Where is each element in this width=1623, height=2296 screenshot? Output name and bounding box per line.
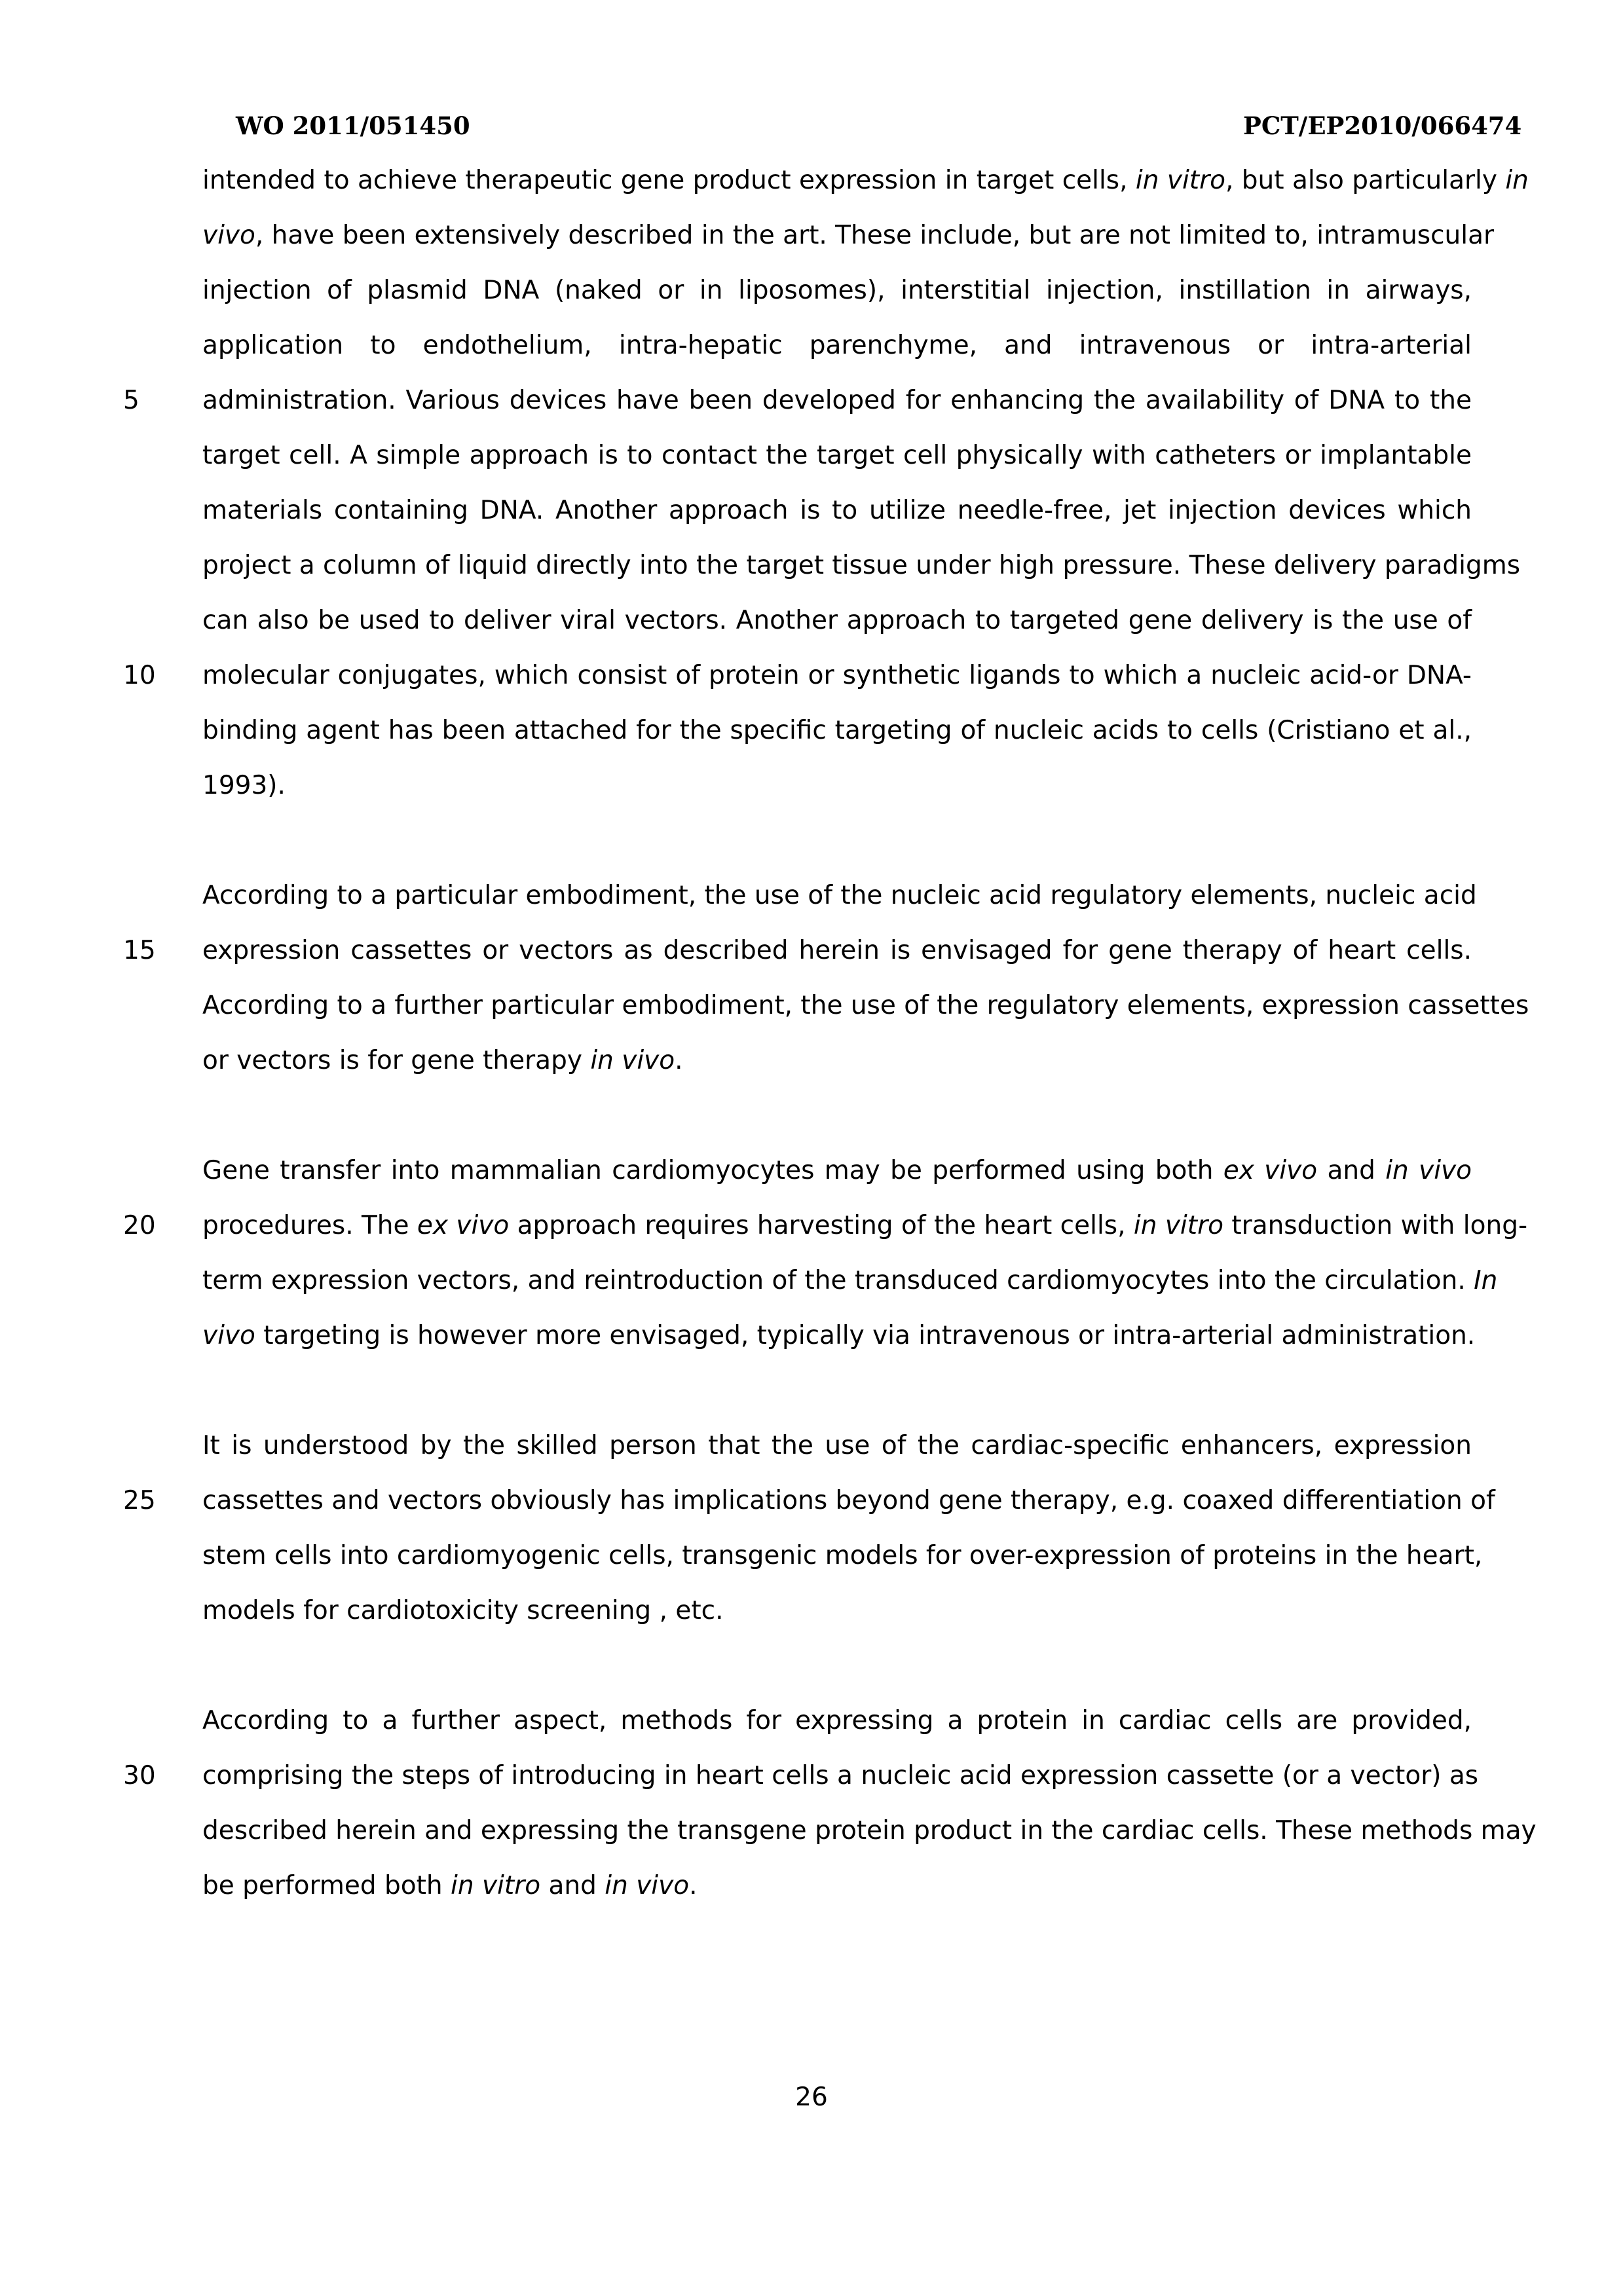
text-run: and [540, 1871, 605, 1900]
text-line [202, 660, 1472, 692]
text-line [202, 495, 1472, 527]
text-line [202, 990, 1529, 1022]
text-line [202, 330, 1472, 361]
text-line [202, 1265, 1498, 1297]
text-line [202, 1320, 1476, 1352]
text-run: intended to achieve therapeutic gene product expression in target cells, [202, 166, 1136, 195]
text-line [202, 275, 1472, 306]
text-run: or vectors is for gene therapy [202, 1046, 591, 1075]
text-run: molecular conjugates, which consist of protein or synthetic ligands to which a nucleic acid-or DNA- [202, 661, 1472, 690]
italic-term: in vitro [1135, 166, 1225, 195]
line-number: 30 [123, 1761, 156, 1790]
text-run: administration. Various devices have been developed for enhancing the availability of DNA to the [202, 386, 1472, 415]
text-line [202, 715, 1472, 747]
italic-term: in vitro [1133, 1211, 1223, 1240]
italic-term: in vivo [605, 1871, 690, 1900]
text-run: , have been extensively described in the art. These include, but are not limited to, intramuscular [255, 221, 1495, 250]
italic-term: in [1505, 166, 1529, 195]
text-line [202, 935, 1472, 967]
text-line [202, 1155, 1472, 1187]
line-number: 10 [123, 661, 156, 690]
line-number: 5 [123, 386, 140, 415]
text-run: target cell. A simple approach is to contact the target cell physically with catheters or implantable [202, 441, 1472, 470]
text-line [202, 440, 1472, 472]
text-run: . [675, 1046, 683, 1075]
text-run: injection of plasmid DNA (naked or in liposomes), interstitial injection, instillation in airways, [202, 276, 1472, 305]
italic-term: vivo [202, 221, 255, 250]
text-run: be performed both [202, 1871, 451, 1900]
text-run: According to a further aspect, methods for expressing a protein in cardiac cells are provided, [202, 1706, 1472, 1735]
text-run: Gene transfer into mammalian cardiomyocytes may be performed using both [202, 1156, 1223, 1185]
text-run: cassettes and vectors obviously has implications beyond gene therapy, e.g. coaxed differentiation of [202, 1486, 1495, 1515]
text-run: According to a particular embodiment, the use of the nucleic acid regulatory elements, nucleic acid [202, 881, 1477, 910]
text-line [202, 1430, 1472, 1462]
text-run: materials containing DNA. Another approach is to utilize needle-free, jet injection devices which [202, 496, 1472, 525]
text-run: binding agent has been attached for the specific targeting of nucleic acids to cells (Cristiano et al., [202, 716, 1472, 745]
italic-term: ex vivo [1223, 1156, 1318, 1185]
italic-term: ex vivo [417, 1211, 510, 1240]
text-run: 1993). [202, 771, 286, 800]
line-number: 25 [123, 1486, 156, 1515]
text-run: project a column of liquid directly into the target tissue under high pressure. These delivery paradigms [202, 551, 1521, 580]
italic-term: in vivo [590, 1046, 675, 1075]
text-run: models for cardiotoxicity screening , etc. [202, 1596, 724, 1625]
text-run: It is understood by the skilled person that the use of the cardiac-specific enhancers, expression [202, 1431, 1472, 1460]
text-run: term expression vectors, and reintroduction of the transduced cardiomyocytes into the circulation. [202, 1266, 1474, 1295]
text-line [202, 1815, 1537, 1847]
text-run: can also be used to deliver viral vectors. Another approach to targeted gene delivery is the use of [202, 606, 1472, 635]
text-line [202, 1540, 1483, 1572]
text-run: procedures. The [202, 1211, 417, 1240]
text-run: According to a further particular embodiment, the use of the regulatory elements, expression cassettes [202, 991, 1529, 1020]
text-line [202, 880, 1477, 912]
text-line [202, 1595, 1472, 1627]
text-line [202, 550, 1521, 582]
text-run: approach requires harvesting of the heart cells, [509, 1211, 1134, 1240]
text-line [202, 1705, 1472, 1737]
italic-term: vivo [202, 1321, 255, 1350]
text-line [202, 770, 1472, 802]
line-number: 15 [123, 936, 156, 965]
text-run: application to endothelium, intra-hepatic parenchyme, and intravenous or intra-arterial [202, 331, 1472, 360]
text-run: and [1317, 1156, 1386, 1185]
italic-term: in vitro [451, 1871, 541, 1900]
text-line [202, 1760, 1479, 1792]
text-run: described herein and expressing the transgene protein product in the cardiac cells. These methods may [202, 1816, 1537, 1845]
text-run: . [689, 1871, 698, 1900]
text-line [202, 165, 1529, 196]
italic-term: in vivo [1385, 1156, 1472, 1185]
text-run: expression cassettes or vectors as described herein is envisaged for gene therapy of heart cells. [202, 936, 1472, 965]
text-line [202, 385, 1472, 417]
text-run: targeting is however more envisaged, typically via intravenous or intra-arterial administration. [255, 1321, 1476, 1350]
text-line [202, 1870, 1472, 1902]
text-line [202, 605, 1472, 637]
italic-term: In [1474, 1266, 1498, 1295]
text-run: , but also particularly [1225, 166, 1506, 195]
text-run: comprising the steps of introducing in heart cells a nucleic acid expression cassette (or a vector) as [202, 1761, 1479, 1790]
text-run: transduction with long- [1223, 1211, 1528, 1240]
text-run: stem cells into cardiomyogenic cells, transgenic models for over-expression of proteins in the heart, [202, 1541, 1483, 1570]
line-number: 20 [123, 1211, 156, 1240]
publication-number: WO 2011/051450 [236, 111, 470, 140]
text-line [202, 1210, 1528, 1242]
text-line [202, 220, 1495, 251]
page-number: 26 [795, 2083, 828, 2112]
text-line [202, 1045, 1472, 1077]
application-number: PCT/EP2010/066474 [1243, 111, 1522, 140]
text-line [202, 1485, 1495, 1517]
